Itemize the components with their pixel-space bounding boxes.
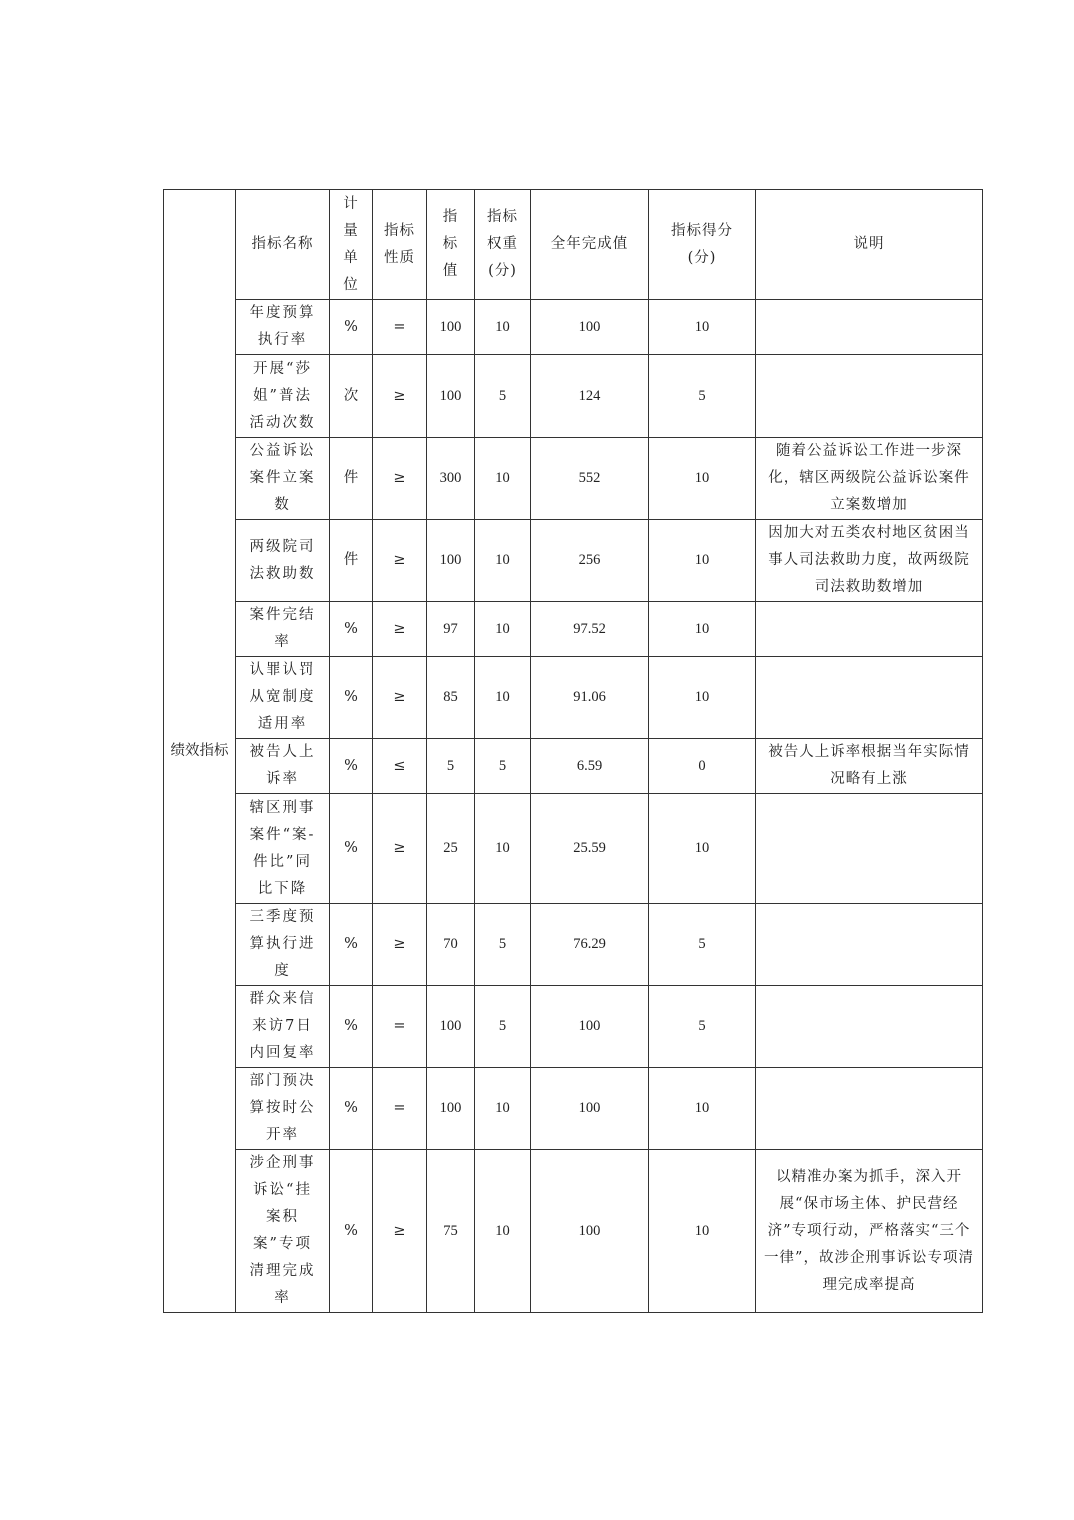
nature-cell: ≤ bbox=[373, 739, 427, 794]
weight-cell: 10 bbox=[475, 794, 531, 904]
note-cell: 以精准办案为抓手，深入开展“保市场主体、护民营经济”专项行动，严格落实“三个一律”，故涉企刑事诉讼专项清理完成率提高 bbox=[756, 1150, 983, 1313]
weight-cell: 10 bbox=[475, 520, 531, 602]
score-cell: 0 bbox=[649, 739, 756, 794]
nature-cell: ≥ bbox=[373, 602, 427, 657]
header-actual: 全年完成值 bbox=[531, 190, 649, 300]
indicator-name-cell: 涉企刑事诉讼“挂案积案”专项清理完成率 bbox=[236, 1150, 330, 1313]
unit-cell: % bbox=[330, 986, 373, 1068]
target-value-cell: 70 bbox=[427, 904, 475, 986]
table-row bbox=[164, 1068, 983, 1150]
note-cell bbox=[756, 986, 983, 1068]
table-row bbox=[164, 986, 983, 1068]
unit-cell: % bbox=[330, 657, 373, 739]
note-cell bbox=[756, 1068, 983, 1150]
indicator-name-cell: 开展“莎姐”普法活动次数 bbox=[236, 355, 330, 438]
actual-value-cell: 552 bbox=[531, 438, 649, 520]
target-value-cell: 100 bbox=[427, 300, 475, 355]
nature-cell: = bbox=[373, 986, 427, 1068]
weight-cell: 5 bbox=[475, 904, 531, 986]
actual-value-cell: 100 bbox=[531, 1068, 649, 1150]
table-row bbox=[164, 300, 983, 355]
score-cell: 10 bbox=[649, 438, 756, 520]
actual-value-cell: 100 bbox=[531, 1150, 649, 1313]
score-cell: 10 bbox=[649, 520, 756, 602]
score-cell: 10 bbox=[649, 1068, 756, 1150]
unit-cell: % bbox=[330, 1068, 373, 1150]
actual-value-cell: 124 bbox=[531, 355, 649, 438]
target-value-cell: 97 bbox=[427, 602, 475, 657]
header-indicator-name: 指标名称 bbox=[236, 190, 330, 300]
indicator-name-cell: 年度预算执行率 bbox=[236, 300, 330, 355]
target-value-cell: 75 bbox=[427, 1150, 475, 1313]
weight-cell: 5 bbox=[475, 986, 531, 1068]
header-note: 说明 bbox=[756, 190, 983, 300]
indicator-name-cell: 三季度预算执行进度 bbox=[236, 904, 330, 986]
weight-cell: 10 bbox=[475, 438, 531, 520]
weight-cell: 10 bbox=[475, 657, 531, 739]
note-cell bbox=[756, 904, 983, 986]
category-cell: 绩效指标 bbox=[164, 190, 236, 1313]
nature-cell: ≥ bbox=[373, 438, 427, 520]
indicator-name-cell: 公益诉讼案件立案数 bbox=[236, 438, 330, 520]
nature-cell: ≥ bbox=[373, 1150, 427, 1313]
unit-cell: % bbox=[330, 904, 373, 986]
note-cell: 随着公益诉讼工作进一步深化，辖区两级院公益诉讼案件立案数增加 bbox=[756, 438, 983, 520]
table-row bbox=[164, 657, 983, 739]
actual-value-cell: 91.06 bbox=[531, 657, 649, 739]
score-cell: 10 bbox=[649, 657, 756, 739]
note-cell bbox=[756, 657, 983, 739]
indicator-name-cell: 被告人上诉率 bbox=[236, 739, 330, 794]
actual-value-cell: 100 bbox=[531, 986, 649, 1068]
note-cell bbox=[756, 300, 983, 355]
target-value-cell: 100 bbox=[427, 355, 475, 438]
nature-cell: = bbox=[373, 1068, 427, 1150]
target-value-cell: 100 bbox=[427, 520, 475, 602]
actual-value-cell: 6.59 bbox=[531, 739, 649, 794]
nature-cell: ≥ bbox=[373, 904, 427, 986]
target-value-cell: 300 bbox=[427, 438, 475, 520]
weight-cell: 10 bbox=[475, 1068, 531, 1150]
score-cell: 5 bbox=[649, 986, 756, 1068]
nature-cell: ≥ bbox=[373, 657, 427, 739]
actual-value-cell: 76.29 bbox=[531, 904, 649, 986]
weight-cell: 10 bbox=[475, 602, 531, 657]
note-cell bbox=[756, 794, 983, 904]
nature-cell: ≥ bbox=[373, 794, 427, 904]
table-row bbox=[164, 438, 983, 520]
nature-cell: = bbox=[373, 300, 427, 355]
nature-cell: ≥ bbox=[373, 520, 427, 602]
header-value: 指标值 bbox=[427, 190, 475, 300]
indicator-name-cell: 辖区刑事案件“案-件比”同比下降 bbox=[236, 794, 330, 904]
score-cell: 5 bbox=[649, 904, 756, 986]
note-cell bbox=[756, 602, 983, 657]
weight-cell: 10 bbox=[475, 300, 531, 355]
score-cell: 10 bbox=[649, 300, 756, 355]
indicator-name-cell: 部门预决算按时公开率 bbox=[236, 1068, 330, 1150]
unit-cell: % bbox=[330, 602, 373, 657]
table-row bbox=[164, 520, 983, 602]
note-cell: 因加大对五类农村地区贫困当事人司法救助力度，故两级院司法救助数增加 bbox=[756, 520, 983, 602]
unit-cell: 次 bbox=[330, 355, 373, 438]
unit-cell: % bbox=[330, 739, 373, 794]
table-row bbox=[164, 602, 983, 657]
score-cell: 10 bbox=[649, 1150, 756, 1313]
weight-cell: 5 bbox=[475, 355, 531, 438]
unit-cell: % bbox=[330, 794, 373, 904]
performance-indicator-table bbox=[163, 189, 983, 1313]
table-row bbox=[164, 794, 983, 904]
score-cell: 10 bbox=[649, 794, 756, 904]
weight-cell: 10 bbox=[475, 1150, 531, 1313]
note-cell bbox=[756, 355, 983, 438]
header-row bbox=[164, 190, 983, 300]
actual-value-cell: 256 bbox=[531, 520, 649, 602]
unit-cell: % bbox=[330, 300, 373, 355]
header-weight: 指标权重(分) bbox=[475, 190, 531, 300]
actual-value-cell: 100 bbox=[531, 300, 649, 355]
target-value-cell: 5 bbox=[427, 739, 475, 794]
table-row bbox=[164, 1150, 983, 1313]
table-row bbox=[164, 739, 983, 794]
nature-cell: ≥ bbox=[373, 355, 427, 438]
target-value-cell: 100 bbox=[427, 986, 475, 1068]
indicator-name-cell: 两级院司法救助数 bbox=[236, 520, 330, 602]
target-value-cell: 100 bbox=[427, 1068, 475, 1150]
unit-cell: 件 bbox=[330, 520, 373, 602]
indicator-name-cell: 认罪认罚从宽制度适用率 bbox=[236, 657, 330, 739]
unit-cell: 件 bbox=[330, 438, 373, 520]
unit-cell: % bbox=[330, 1150, 373, 1313]
weight-cell: 5 bbox=[475, 739, 531, 794]
actual-value-cell: 25.59 bbox=[531, 794, 649, 904]
score-cell: 10 bbox=[649, 602, 756, 657]
target-value-cell: 25 bbox=[427, 794, 475, 904]
note-cell: 被告人上诉率根据当年实际情况略有上涨 bbox=[756, 739, 983, 794]
actual-value-cell: 97.52 bbox=[531, 602, 649, 657]
target-value-cell: 85 bbox=[427, 657, 475, 739]
indicator-name-cell: 案件完结率 bbox=[236, 602, 330, 657]
table-row bbox=[164, 904, 983, 986]
indicator-name-cell: 群众来信来访7日内回复率 bbox=[236, 986, 330, 1068]
table-row bbox=[164, 355, 983, 438]
header-score: 指标得分(分) bbox=[649, 190, 756, 300]
header-nature: 指标性质 bbox=[373, 190, 427, 300]
score-cell: 5 bbox=[649, 355, 756, 438]
header-unit: 计量单位 bbox=[330, 190, 373, 300]
